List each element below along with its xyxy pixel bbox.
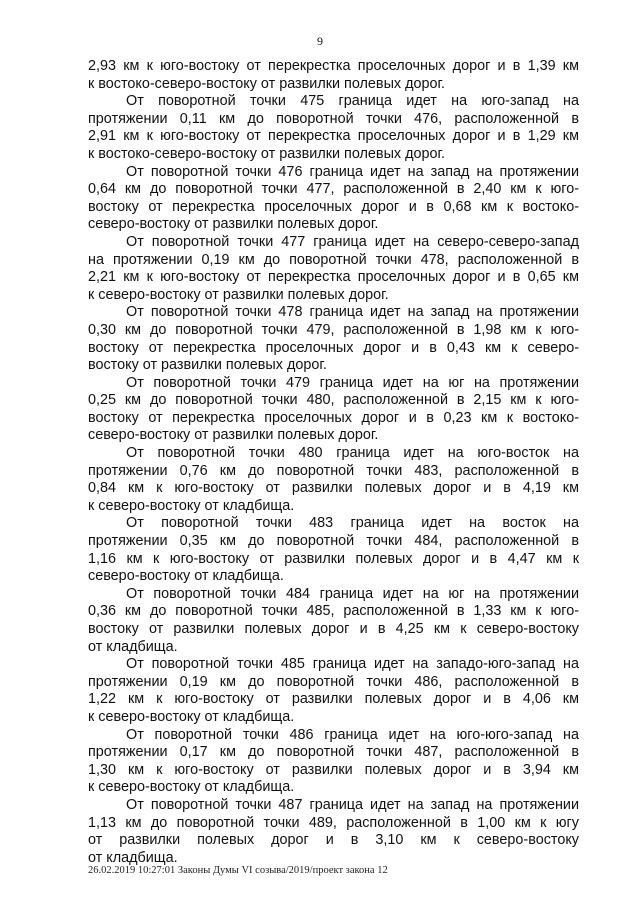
text-line: От поворотной точки 477 граница идет на северо-северо-запад <box>126 233 579 250</box>
text-line: протяжении 0,17 км до поворотной точки 487, расположенной в <box>88 744 579 761</box>
paragraph <box>88 164 579 234</box>
text-line: востоку от перекрестка проселочных дорог и в 0,68 км к востоко- <box>88 198 579 215</box>
text-line: от кладбища. <box>88 638 178 655</box>
text-line: протяжении 0,19 км до поворотной точки 486, расположенной в <box>88 673 579 690</box>
text-line: к востоко-северо-востоку от развилки полевых дорог. <box>88 145 446 162</box>
text-line: северо-востоку от развилки полевых дорог. <box>88 216 379 233</box>
paragraph <box>88 515 579 585</box>
text-line: протяжении 0,76 км до поворотной точки 483, расположенной в <box>88 462 579 479</box>
text-line: востоку от перекрестка проселочных дорог и в 0,43 км к северо- <box>88 339 579 356</box>
text-line: на протяжении 0,19 км до поворотной точки 478, расположенной в <box>88 251 579 268</box>
paragraph <box>88 656 579 726</box>
text-line: От поворотной точки 478 граница идет на запад на протяжении <box>126 304 579 321</box>
text-line: к северо-востоку от развилки полевых дорог. <box>88 286 389 303</box>
page-number: 9 <box>317 34 323 48</box>
footer-file-stamp: 26.02.2019 10:27:01 Законы Думы VI созыва/2019/проект закона 12 <box>88 865 388 876</box>
text-line: 1,16 км к юго-востоку от развилки полевых дорог и в 4,47 км к <box>88 550 579 567</box>
paragraph <box>88 58 579 93</box>
paragraph <box>88 445 579 515</box>
text-line: от кладбища. <box>88 849 178 866</box>
text-line: протяжении 0,35 км до поворотной точки 484, расположенной в <box>88 533 579 550</box>
text-line: к северо-востоку от кладбища. <box>88 779 295 796</box>
paragraph <box>88 375 579 445</box>
text-line: 0,25 км до поворотной точки 480, расположенной в 2,15 км к юго- <box>88 392 579 409</box>
paragraph <box>88 797 579 867</box>
text-line: востоку от развилки полевых дорог и в 4,25 км к северо-востоку <box>88 621 579 637</box>
text-line: 2,21 км к юго-востоку от перекрестка проселочных дорог и в 0,65 км <box>88 269 579 286</box>
text-line: От поворотной точки 479 граница идет на юг на протяжении <box>126 374 579 391</box>
text-line: востоку от перекрестка проселочных дорог и в 0,23 км к востоко- <box>88 409 579 426</box>
text-line: 0,30 км до поворотной точки 479, расположенной в 1,98 км к юго- <box>88 321 579 338</box>
text-line: протяжении 0,11 км до поворотной точки 476, расположенной в <box>88 110 579 127</box>
text-line: 2,93 км к юго-востоку от перекрестка проселочных дорог и в 1,39 км <box>88 58 579 74</box>
text-line: востоку от развилки полевых дорог. <box>88 357 327 374</box>
text-line: От поворотной точки 484 граница идет на юг на протяжении <box>126 585 579 602</box>
text-line: 0,36 км до поворотной точки 485, расположенной в 1,33 км к юго- <box>88 603 579 620</box>
text-line: к северо-востоку от кладбища. <box>88 708 295 725</box>
text-line: северо-востоку от развилки полевых дорог. <box>88 427 379 444</box>
text-line: 1,30 км к юго-востоку от развилки полевых дорог и в 3,94 км <box>88 761 579 778</box>
text-line: 0,84 км к юго-востоку от развилки полевых дорог и в 4,19 км <box>88 480 579 497</box>
text-line: От поворотной точки 475 граница идет на юго-запад на <box>126 93 579 110</box>
document-body <box>88 58 579 867</box>
text-line: От поворотной точки 480 граница идет на юго-восток на <box>126 445 579 462</box>
text-line: От поворотной точки 485 граница идет на западо-юго-запад на <box>126 656 579 673</box>
text-line: северо-востоку от кладбища. <box>88 568 284 585</box>
paragraph <box>88 304 579 374</box>
paragraph <box>88 586 579 656</box>
text-line: 2,91 км к юго-востоку от перекрестка проселочных дорог и в 1,29 км <box>88 128 579 145</box>
text-line: От поворотной точки 476 граница идет на запад на протяжении <box>126 163 579 180</box>
text-line: 1,13 км до поворотной точки 489, расположенной в 1,00 км к югу <box>88 814 579 831</box>
paragraph <box>88 727 579 797</box>
text-line: к северо-востоку от кладбища. <box>88 497 295 514</box>
text-line: 0,64 км до поворотной точки 477, расположенной в 2,40 км к юго- <box>88 181 579 198</box>
paragraph <box>88 93 579 163</box>
text-line: От поворотной точки 483 граница идет на восток на <box>126 515 579 532</box>
text-line: от развилки полевых дорог и в 3,10 км к северо-востоку <box>88 832 579 849</box>
text-line: к востоко-северо-востоку от развилки полевых дорог. <box>88 75 446 92</box>
text-line: 1,22 км к юго-востоку от развилки полевых дорог и в 4,06 км <box>88 691 579 708</box>
paragraph <box>88 234 579 304</box>
text-line: От поворотной точки 487 граница идет на запад на протяжении <box>126 796 579 813</box>
text-line: От поворотной точки 486 граница идет на юго-юго-запад на <box>126 726 579 743</box>
